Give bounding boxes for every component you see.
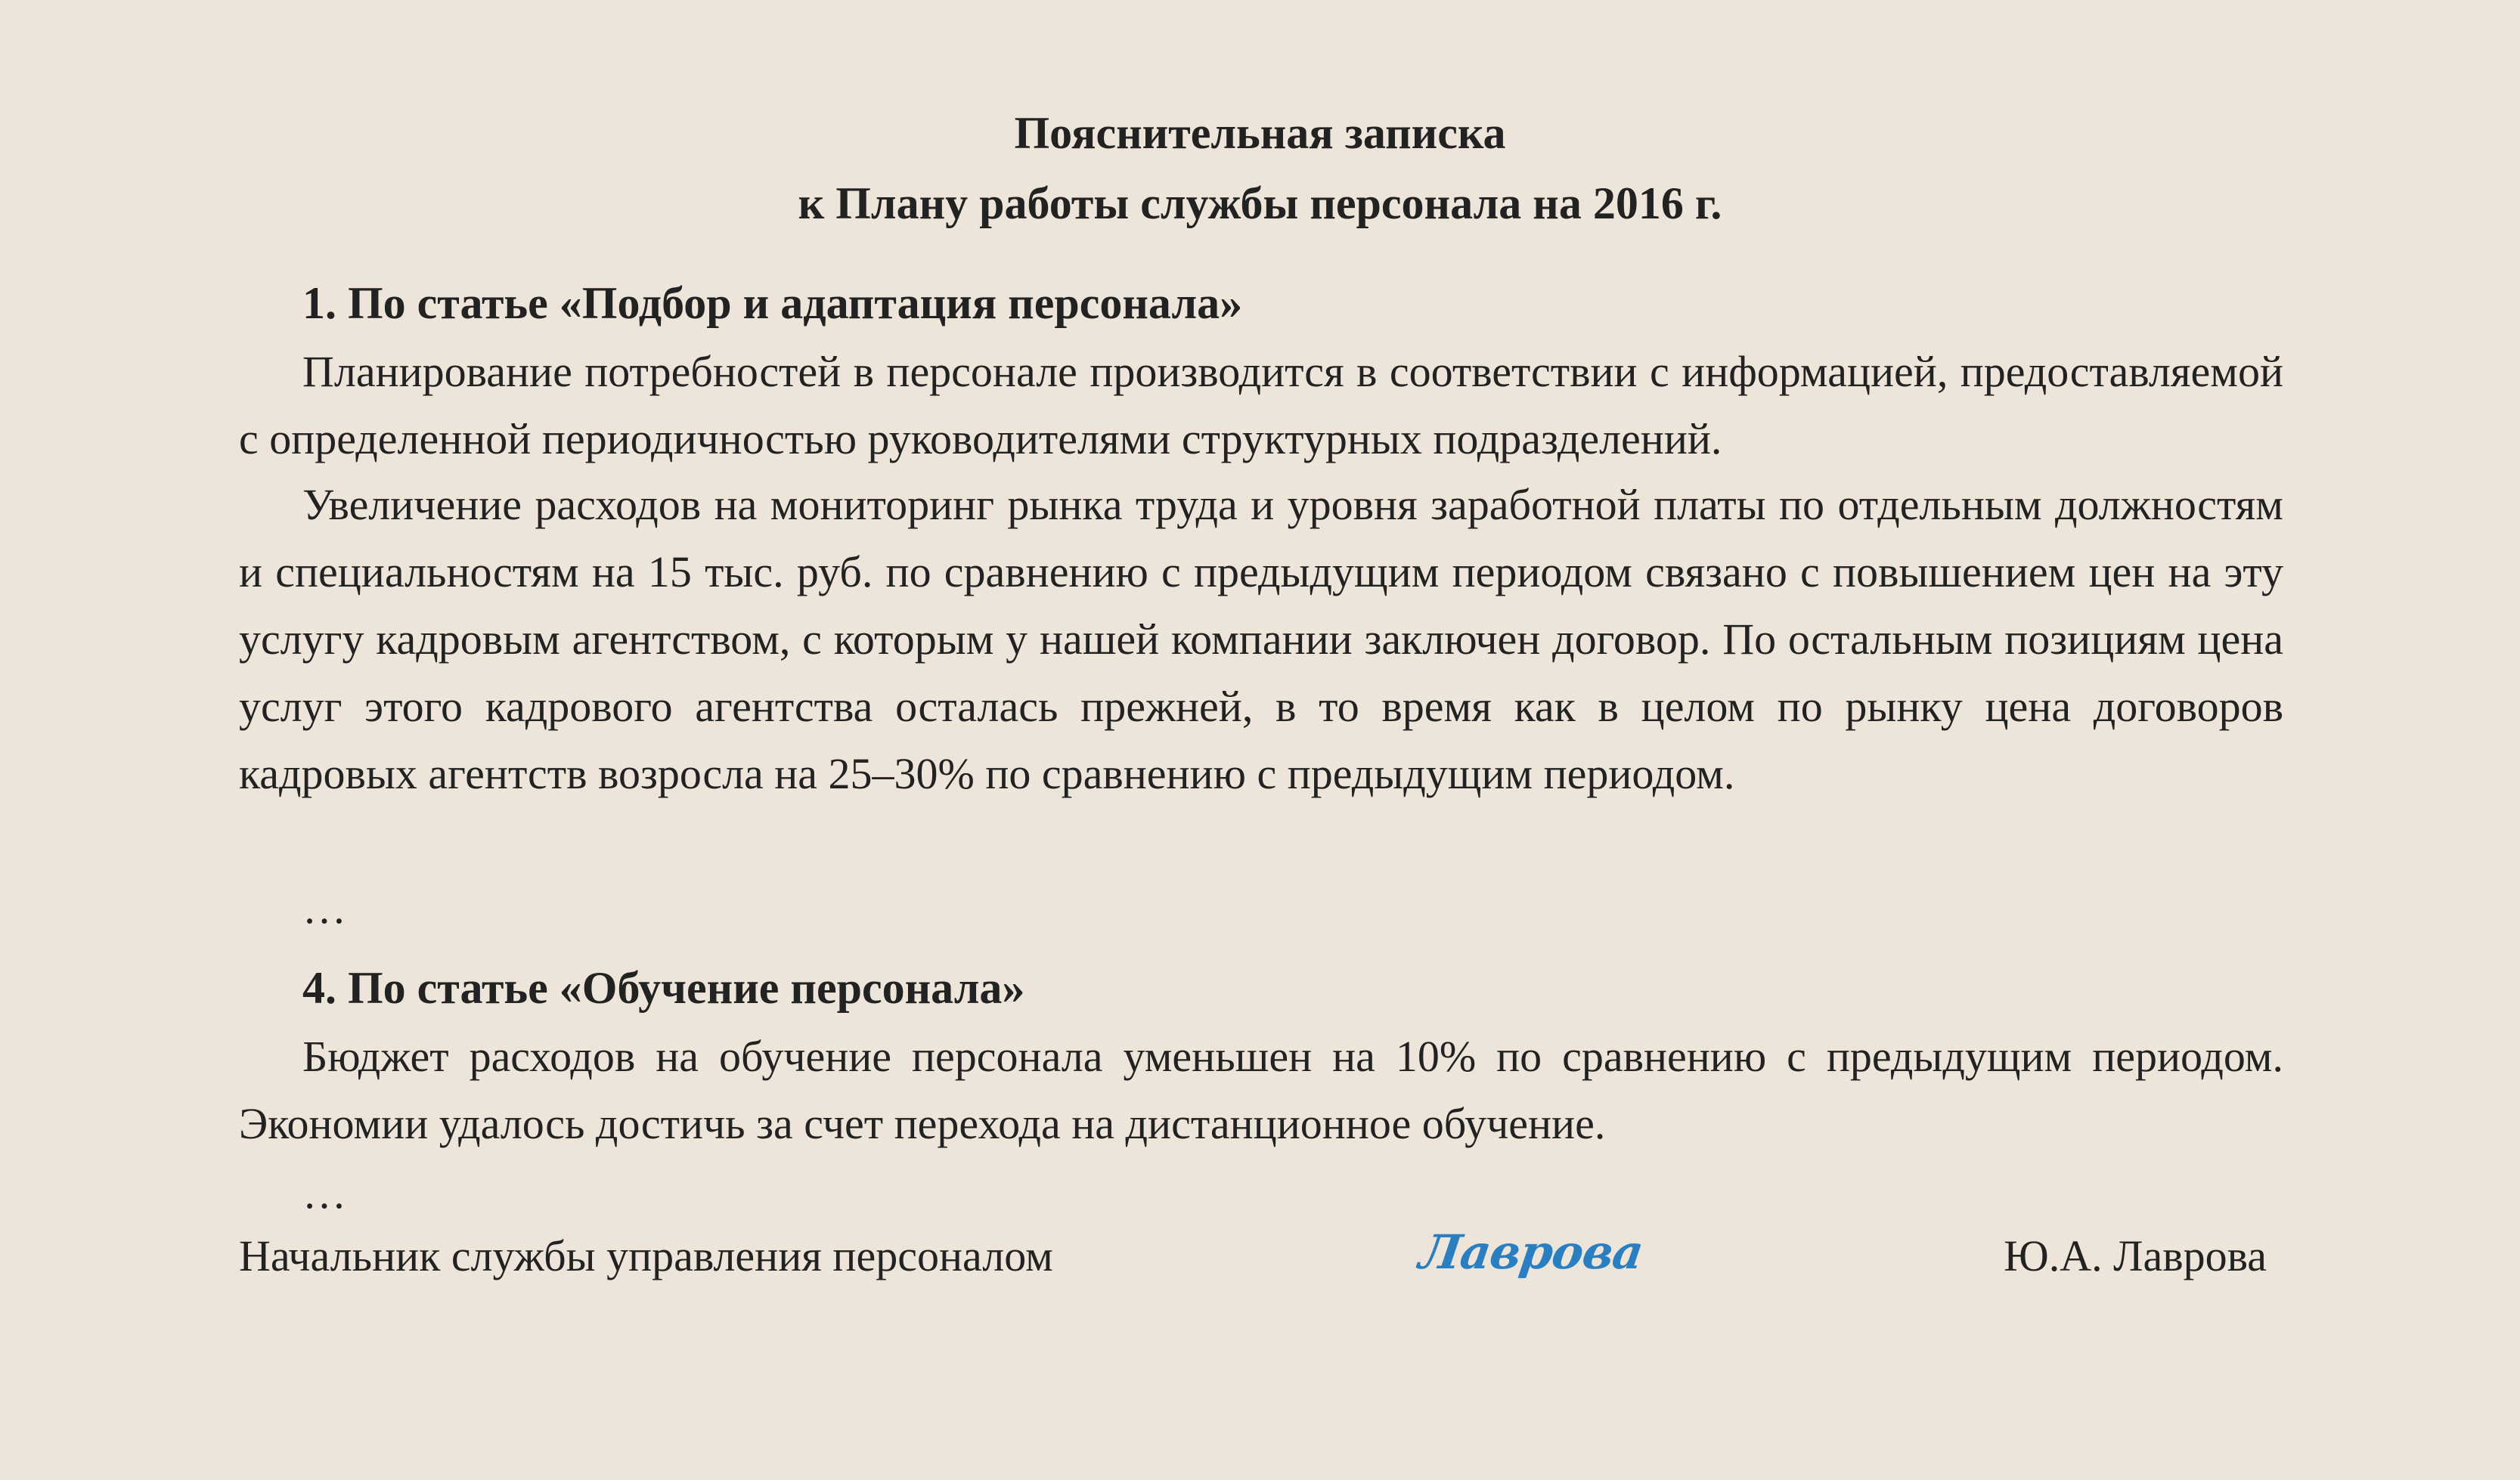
section-4-heading: 4. По статье «Обучение персонала» (302, 963, 1025, 1013)
section-1-paragraph-2: Увеличение расходов на мониторинг рынка труда и уровня заработной платы по отдельным должностям и специальностям на 15 тыс. руб. по сравнению с предыдущим периодом связано с повышением цен на эту услугу кадровым агентством, с которым у нашей компании заключен договор. По остальным позициям цена услуг этого кадрового агентства осталась прежней, в то время как в целом по рынку цена договоров кадровых агентств возросла на 25–30% по сравнению с предыдущим периодом. (239, 480, 2283, 798)
section-1-paragraph-1: Планирование потребностей в персонале производится в соответствии с информацией, предоставляемой с определенной периодичностью руководителями структурных подразделений. (239, 347, 2283, 463)
section-1-heading: 1. По статье «Подбор и адаптация персонала» (302, 278, 1243, 328)
section-4-paragraph-1: Бюджет расходов на обучение персонала уменьшен на 10% по сравнению с предыдущим периодом. Экономии удалось достичь за счет перехода на дистанционное обучение. (239, 1032, 2283, 1148)
document-title: Пояснительная записка (1014, 108, 1506, 158)
signer-name: Ю.А. Лаврова (2004, 1231, 2267, 1280)
document-subtitle: к Плану работы службы персонала на 2016 г. (798, 178, 1722, 228)
section-1-ellipsis: … (302, 884, 346, 933)
handwritten-signature: Лаврова (1415, 1225, 1647, 1280)
section-4-ellipsis: … (302, 1169, 346, 1218)
signer-position: Начальник службы управления персоналом (239, 1231, 1053, 1280)
